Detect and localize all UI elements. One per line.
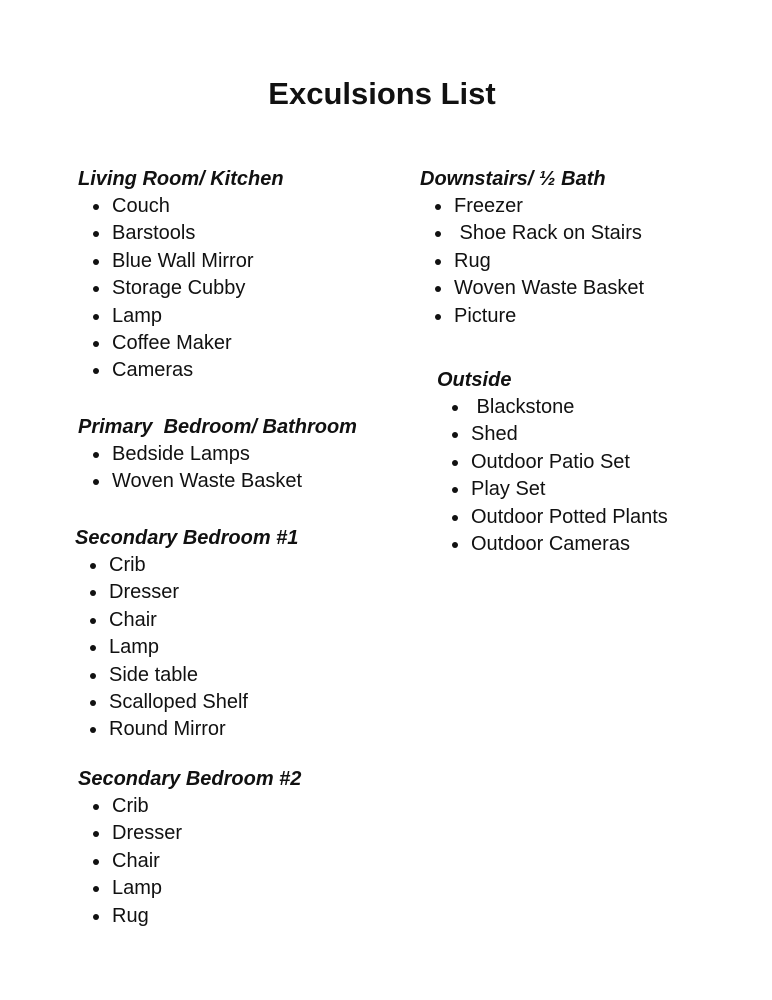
list-item [437, 531, 668, 558]
list-item-text: Bedside Lamps [112, 443, 250, 465]
list-item [78, 248, 284, 275]
list-item [437, 394, 668, 421]
bullet-icon [452, 432, 458, 438]
list-item [437, 421, 668, 448]
bullet-icon [93, 204, 99, 210]
list-item-text: Play Set [471, 478, 546, 501]
list-item-text: Dresser [112, 822, 183, 845]
bullet-icon [93, 341, 99, 347]
list-item-text: Blackstone [471, 396, 575, 418]
section-heading: Outside [437, 369, 512, 391]
list-item-text: Round Mirror [109, 718, 226, 741]
list-item [420, 220, 644, 247]
bullet-icon [435, 314, 441, 320]
list-item-text: Outdoor Patio Set [471, 450, 630, 473]
bullet-icon [90, 645, 96, 651]
section-heading: Living Room/ Kitchen [78, 168, 284, 190]
section-primary-bedroom-bathroom [78, 415, 357, 496]
bullet-icon [93, 914, 99, 920]
list-item-text: Cameras [112, 359, 194, 382]
list-item [78, 303, 284, 330]
list-item-text: Lamp [112, 877, 163, 900]
list-item [78, 875, 301, 902]
list-item-text: Blue Wall Mirror [112, 249, 254, 272]
list-item-text: Chair [112, 849, 160, 872]
bullet-icon [452, 405, 458, 411]
list-item-text: Couch [112, 195, 170, 217]
list-item [78, 468, 357, 495]
list-item-text: Woven Waste Basket [454, 277, 645, 300]
section-heading: Secondary Bedroom #2 [78, 768, 302, 790]
bullet-icon [90, 563, 96, 569]
list-item [78, 357, 284, 384]
list-item [437, 504, 668, 531]
list-item [78, 193, 284, 220]
bullet-icon [93, 804, 99, 810]
list-item-text: Outdoor Cameras [471, 532, 630, 555]
bullet-icon [435, 286, 441, 292]
item-list [75, 552, 298, 744]
list-item [78, 903, 301, 930]
section-secondary-bedroom-1 [75, 526, 298, 744]
list-item-text: Lamp [112, 304, 163, 327]
list-item [78, 848, 301, 875]
bullet-icon [93, 479, 99, 485]
list-item [75, 662, 298, 689]
list-item [420, 303, 644, 330]
list-item-text: Crib [112, 795, 149, 817]
bullet-icon [435, 204, 441, 210]
bullet-icon [93, 368, 99, 374]
list-item [75, 607, 298, 634]
list-item-text: Side table [109, 663, 198, 686]
section-outside [437, 368, 668, 558]
item-list [78, 441, 357, 496]
bullet-icon [93, 831, 99, 837]
list-item [75, 552, 298, 579]
list-item-text: Outdoor Potted Plants [471, 505, 668, 528]
bullet-icon [435, 259, 441, 265]
bullet-icon [93, 231, 99, 237]
list-item-text: Woven Waste Basket [112, 470, 303, 493]
list-item-text: Storage Cubby [112, 277, 246, 300]
list-item [78, 820, 301, 847]
list-item [420, 275, 644, 302]
list-item [75, 579, 298, 606]
page-title: Exculsions List [268, 76, 496, 111]
list-item [437, 476, 668, 503]
bullet-icon [93, 286, 99, 292]
bullet-icon [452, 487, 458, 493]
section-downstairs-half-bath [420, 167, 644, 330]
list-item-text: Rug [454, 249, 491, 272]
list-item-text: Freezer [454, 195, 523, 217]
list-item [437, 449, 668, 476]
section-living-room-kitchen [78, 167, 284, 385]
bullet-icon [90, 590, 96, 596]
bullet-icon [435, 231, 441, 237]
bullet-icon [90, 727, 96, 733]
list-item [420, 248, 644, 275]
item-list [437, 394, 668, 558]
list-item-text: Shoe Rack on Stairs [454, 222, 642, 245]
list-item-text: Barstools [112, 222, 196, 245]
list-item [78, 330, 284, 357]
list-item-text: Coffee Maker [112, 331, 232, 354]
list-item-text: Scalloped Shelf [109, 690, 248, 713]
list-item [78, 793, 301, 820]
bullet-icon [93, 859, 99, 865]
bullet-icon [93, 886, 99, 892]
bullet-icon [452, 460, 458, 466]
bullet-icon [452, 542, 458, 548]
list-item-text: Shed [471, 423, 518, 446]
bullet-icon [90, 618, 96, 624]
item-list [78, 793, 301, 930]
list-item-text: Dresser [109, 581, 180, 604]
section-secondary-bedroom-2 [78, 767, 301, 930]
list-item-text: Crib [109, 554, 146, 576]
list-item-text: Chair [109, 608, 157, 631]
section-heading: Downstairs/ ½ Bath [420, 168, 606, 190]
bullet-icon [93, 314, 99, 320]
item-list [78, 193, 284, 385]
list-item [78, 220, 284, 247]
section-heading: Secondary Bedroom #1 [75, 527, 299, 549]
list-item-text: Picture [454, 304, 517, 327]
list-item [75, 689, 298, 716]
list-item-text: Lamp [109, 636, 160, 659]
item-list [420, 193, 644, 330]
list-item [78, 441, 357, 468]
bullet-icon [93, 452, 99, 458]
list-item [78, 275, 284, 302]
list-item [75, 634, 298, 661]
list-item-text: Rug [112, 904, 149, 927]
list-item [420, 193, 644, 220]
list-item [75, 716, 298, 743]
bullet-icon [90, 700, 96, 706]
section-heading: Primary Bedroom/ Bathroom [78, 416, 357, 438]
bullet-icon [90, 673, 96, 679]
bullet-icon [93, 259, 99, 265]
bullet-icon [452, 515, 458, 521]
